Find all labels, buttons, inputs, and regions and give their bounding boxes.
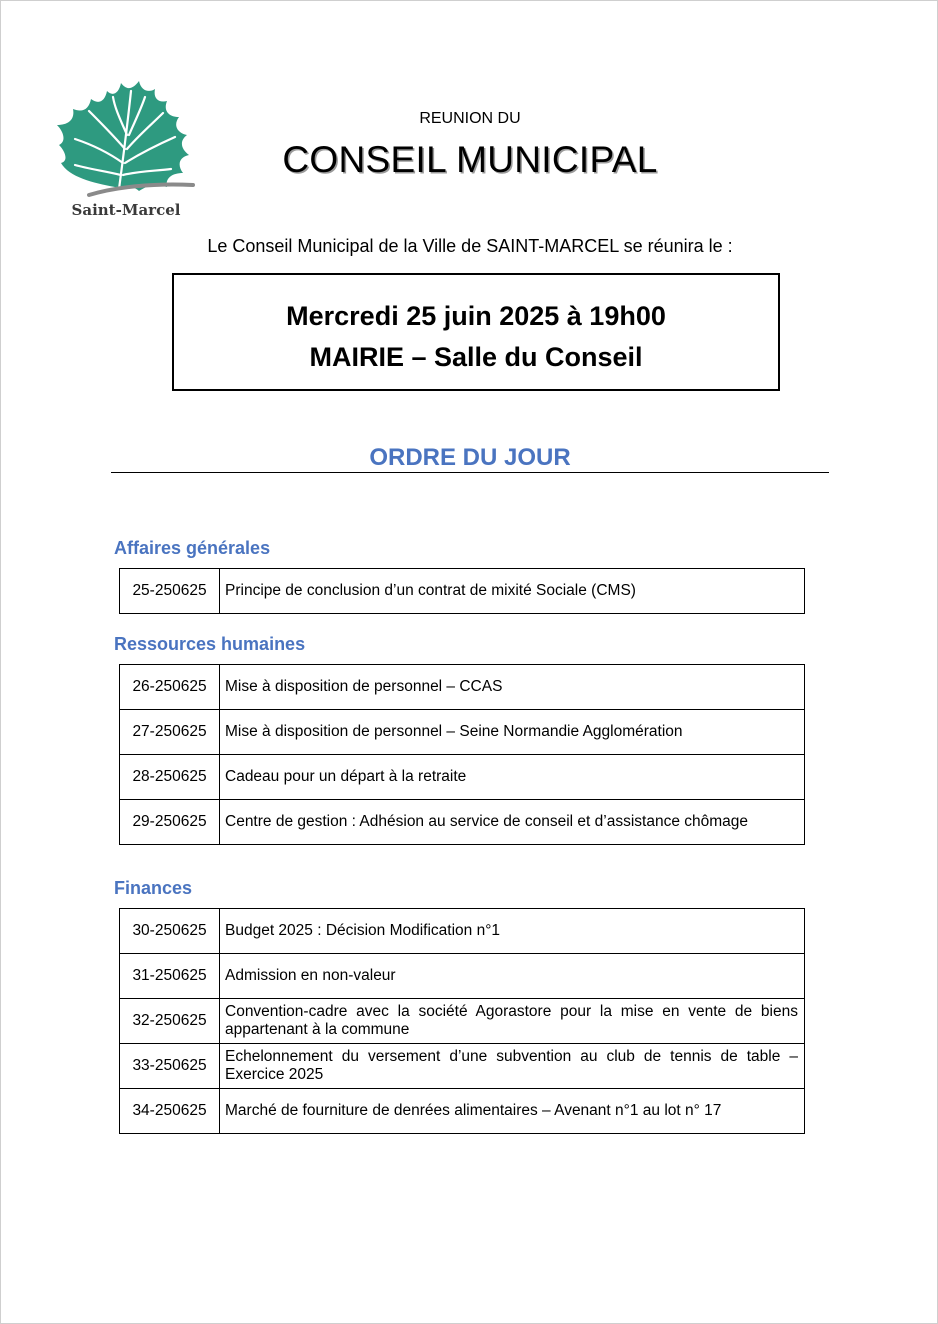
section-title-affaires-generales: Affaires générales [114,538,271,558]
item-number: 33-250625 [120,1044,220,1089]
agenda-title: ORDRE DU JOUR [369,444,571,471]
section-title-ressources-humaines: Ressources humaines [114,634,306,654]
item-label: Convention-cadre avec la société Agorastore pour la mise en vente de biens appartenant à la commune [220,999,805,1044]
agenda-table-finances [119,908,805,1134]
table-row [120,800,805,845]
agenda-table-ressources-humaines [119,664,805,845]
item-number: 31-250625 [120,954,220,999]
item-number: 26-250625 [120,665,220,710]
item-number: 25-250625 [120,569,220,614]
item-number: 27-250625 [120,710,220,755]
table-row [120,710,805,755]
item-number: 28-250625 [120,755,220,800]
table-row [120,909,805,954]
table-row [120,569,805,614]
item-label: Budget 2025 : Décision Modification n°1 [220,909,805,954]
item-number: 32-250625 [120,999,220,1044]
item-label: Cadeau pour un départ à la retraite [220,755,805,800]
table-row [120,755,805,800]
item-number: 29-250625 [120,800,220,845]
meeting-kicker: REUNION DU [419,110,521,127]
item-label: Admission en non-valeur [220,954,805,999]
table-row [120,954,805,999]
logo-text: Saint-Marcel [71,201,181,219]
divider [111,472,829,473]
item-number: 30-250625 [120,909,220,954]
intro-text: Le Conseil Municipal de la Ville de SAINT-MARCEL se réunira le : [207,236,733,256]
page-title: CONSEIL MUNICIPAL [282,139,658,180]
item-label: Centre de gestion : Adhésion au service de conseil et d’assistance chômage [220,800,805,845]
item-number: 34-250625 [120,1089,220,1134]
table-row [120,1044,805,1089]
meeting-info-box [172,273,780,391]
table-row [120,1089,805,1134]
section-title-finances: Finances [114,878,193,898]
meeting-date: Mercredi 25 juin 2025 à 19h00 [286,301,666,331]
item-label: Mise à disposition de personnel – CCAS [220,665,805,710]
item-label: Principe de conclusion d’un contrat de mixité Sociale (CMS) [220,569,805,614]
agenda-table-affaires-generales [119,568,805,614]
table-row [120,999,805,1044]
item-label: Mise à disposition de personnel – Seine Normandie Agglomération [220,710,805,755]
item-label: Marché de fourniture de denrées alimentaires – Avenant n°1 au lot n° 17 [220,1089,805,1134]
table-row [120,665,805,710]
meeting-location: MAIRIE – Salle du Conseil [309,342,643,372]
item-label: Echelonnement du versement d’une subvention au club de tennis de table – Exercice 2025 [220,1044,805,1089]
